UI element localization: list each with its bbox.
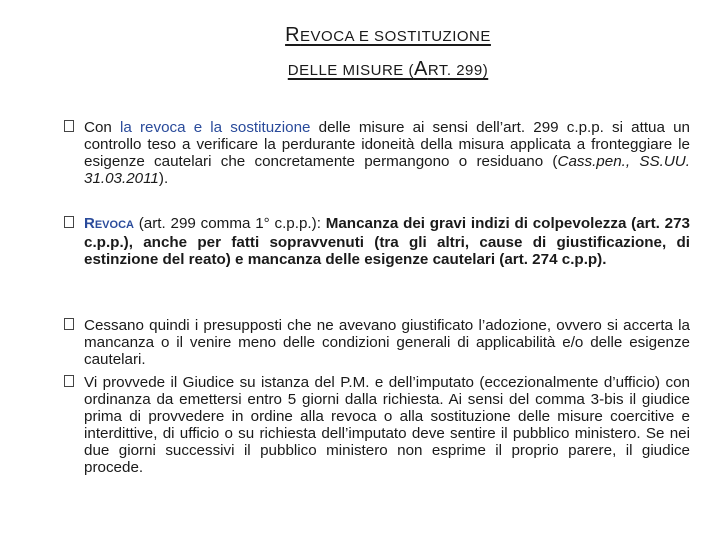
bullet2-pre: (art. 299 comma 1° c.p.p.): [133,215,326,232]
bullet1-pre: Con [84,119,121,136]
highlight-revoca-sostituzione: la revoca e la sostituzione [120,119,311,136]
bullet-text-1 [84,119,690,187]
bullet2-bold: Mancanza dei gravi indizi di colpevolezza (art. 273 c.p.p.), anche per fatti sopravvenuti (tra gli altri, cause di giustificazione, di estinzione del reato) e mancanza delle esigenze cautelari (art. 274 c.p.p). [84,215,690,268]
revoca-cap: R [84,215,95,232]
page-title-line2 [28,58,720,81]
title-cap-a: A [413,58,428,80]
bullet-text-3: Cessano quindi i presupposti che ne avevano giustificato l’adozione, ovvero si accerta la mancanza o il venire meno delle condizioni generali di applicabilità e/o delle esigenze cautelari. [84,317,690,368]
title-rest-1: EVOCA E SOSTITUZIONE [300,28,491,45]
title-rest-2: RT. 299) [427,62,489,79]
citation: Cass.pen., SS.UU. 31.03.2011 [84,153,690,187]
bullet1-post: delle misure ai sensi dell’art. 299 c.p.p. si attua un controllo teso a verificare la perdurante idoneità della misura applicata a fronteggiare le esigenze cautelari che concretamente permangono o residuano ( [84,119,690,170]
title-underline-1 [285,24,491,46]
bullet-item-3 [84,317,690,368]
bullet-box-icon [64,216,74,228]
bullet-box-icon [64,120,74,132]
bullet-text-2 [84,215,690,268]
title-cap-r: R [285,24,301,46]
bullet-item-2 [84,215,690,268]
bullet-box-icon [64,318,74,330]
title-underline-2 [288,58,488,80]
bullet-text-4: Vi provvede il Giudice su istanza del P.M. e dell’imputato (eccezionalmente d’ufficio) con ordinanza da emettersi entro 5 giorni dalla richiesta. Ai sensi del comma 3-bis il giudice prima di provvedere in ordine alla revoca o alla sostituzione delle misure coercitive e interdittive, di ufficio o su richiesta dell’imputato deve sentire il pubblico ministero. Se nei due giorni successivi il pubblico ministero non esprime il proprio parere, il giudice procede. [84,374,690,476]
revoca-label [84,215,134,232]
title-pre-2: DELLE MISURE ( [287,62,414,79]
page-title-line1 [28,24,720,47]
bullet1-end: ). [158,170,169,187]
bullet-item-1 [84,119,690,187]
bullet-box-icon [64,375,74,387]
bullet-item-4 [84,374,690,476]
revoca-small: EVOCA [94,219,134,231]
